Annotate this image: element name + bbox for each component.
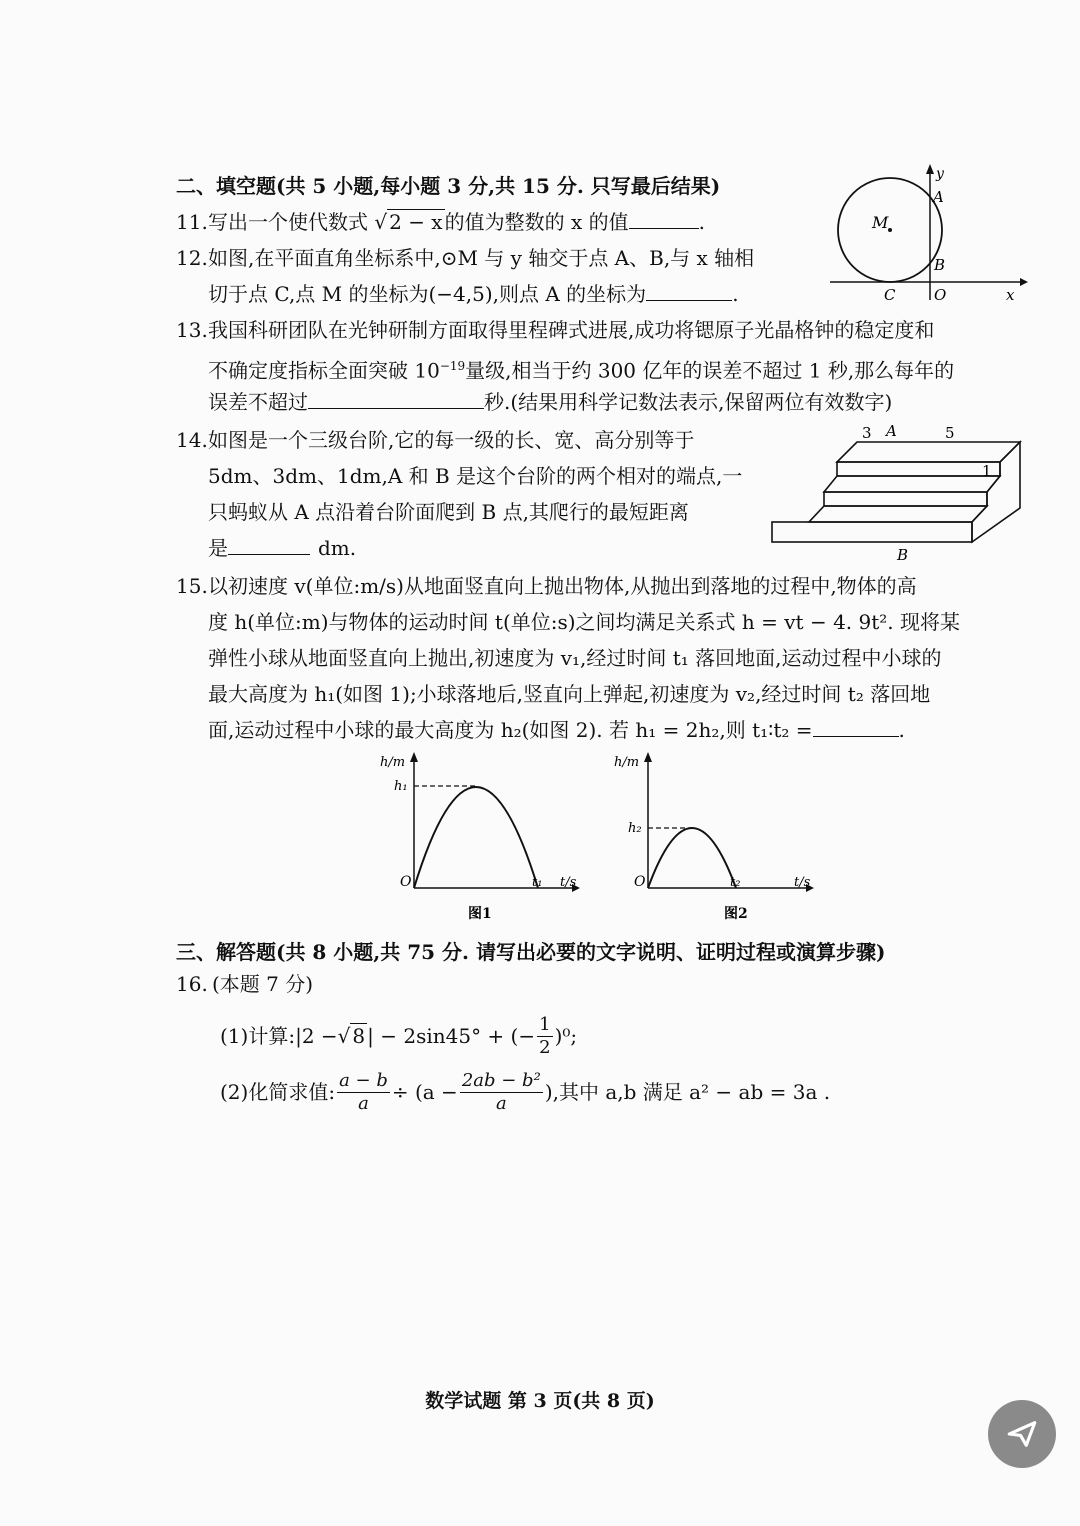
q11-text-post: 的值为整数的 x 的值: [444, 210, 629, 234]
question-16-score: (本题 7 分): [212, 972, 314, 996]
x-axis-arrow: [1020, 278, 1028, 286]
fraction-denominator: a: [358, 1092, 369, 1114]
question-12-line2: [208, 282, 739, 306]
graph1-end-label: t₁: [532, 875, 543, 890]
label-height-1: 1: [982, 462, 992, 480]
q11-radicand: 2 − x: [389, 210, 443, 234]
step-3-top: [837, 442, 1020, 462]
answer-blank: [813, 718, 899, 737]
graph2-xlabel: t/s: [794, 875, 811, 890]
q14-line4-post: dm.: [318, 536, 357, 560]
question-number: 13.: [176, 318, 208, 342]
label-c: C: [884, 286, 896, 304]
staircase-figure: [762, 420, 1032, 565]
label-o: O: [934, 286, 947, 304]
fraction-numerator: 2ab − b²: [461, 1069, 541, 1091]
step-3-front: [837, 462, 1000, 476]
question-13-line3: [208, 390, 892, 414]
center-point: [888, 228, 892, 232]
question-15-line2: 度 h(单位:m)与物体的运动时间 t(单位:s)之间均满足关系式 h = vt − 4. 9t². 现将某: [208, 610, 961, 634]
question-13-line2: [208, 354, 954, 383]
graph1-caption: 图1: [468, 906, 492, 922]
graph2-ylabel: h/m: [614, 755, 640, 770]
question-13-line1: 我国科研团队在光钟研制方面取得里程碑式进展,成功将锶原子光晶格钟的稳定度和: [208, 318, 935, 342]
question-14-line1: 如图是一个三级台阶,它的每一级的长、宽、高分别等于: [208, 428, 695, 452]
step-1-top: [809, 506, 987, 522]
part1-expr-a: |2 −: [295, 1024, 338, 1048]
label-b: B: [934, 256, 946, 274]
question-number: 11.: [176, 210, 208, 234]
step-2-front: [824, 492, 987, 506]
graph1-origin: O: [400, 874, 412, 890]
label-y: y: [936, 166, 944, 182]
q13-exponent: −19: [439, 359, 466, 373]
part1-label: (1)计算:: [220, 1024, 296, 1048]
q13-line3-pre: 误差不超过: [208, 390, 308, 414]
graph1-peak-label: h₁: [394, 779, 408, 794]
fraction: [337, 1070, 390, 1115]
q13-line2-pre: 不确定度指标全面突破 10: [208, 358, 440, 383]
height-time-graph-1: [376, 748, 586, 928]
label-length-5: 5: [945, 424, 955, 442]
question-14-line3: 只蚂蚁从 A 点沿着台阶面爬到 B 点,其爬行的最短距离: [208, 500, 689, 524]
step-1-front: [772, 522, 972, 542]
send-icon: [1005, 1417, 1039, 1451]
page-footer: 数学试题 第 3 页(共 8 页): [425, 1390, 655, 1412]
q14-line4-pre: 是: [208, 536, 228, 560]
circle-coordinate-figure: [820, 160, 1030, 310]
q12-end: .: [732, 282, 739, 306]
answer-blank: [308, 390, 484, 409]
graph2-curve: [648, 828, 736, 888]
question-15-line3: 弹性小球从地面竖直向上抛出,初速度为 v₁,经过时间 t₁ 落回地面,运动过程中小球的: [208, 646, 942, 670]
q15-line5-pre: 面,运动过程中小球的最大高度为 h₂(如图 2). 若 h₁ = 2h₂,则 t₁∶t₂ =: [208, 718, 813, 742]
q13-line2-post: 量级,相当于约 300 亿年的误差不超过 1 秒,那么每年的: [465, 358, 955, 383]
label-x: x: [1006, 286, 1015, 304]
part2-mid: ÷ (a −: [391, 1080, 458, 1104]
part2-end: ),其中 a,b 满足 a² − ab = 3a .: [544, 1080, 831, 1104]
fraction-numerator: 1: [539, 1013, 551, 1035]
question-15-line5: [208, 718, 905, 742]
question-number: 12.: [176, 246, 208, 270]
label-width-3: 3: [862, 424, 872, 442]
height-time-graph-2: [610, 748, 820, 928]
answer-blank: [646, 282, 732, 301]
graph2-end-label: t₂: [730, 875, 741, 890]
graph2-origin: O: [634, 874, 646, 890]
q15-end: .: [898, 718, 905, 742]
question-number: 14.: [176, 428, 208, 452]
graph1-xlabel: t/s: [560, 875, 577, 890]
y-axis-arrow: [926, 164, 934, 174]
label-a: A: [933, 188, 944, 206]
part1-radicand: 8: [352, 1024, 366, 1048]
question-15-line1: 以初速度 v(单位:m/s)从地面竖直向上抛出物体,从抛出到落地的过程中,物体的高: [208, 574, 917, 598]
fraction-denominator: 2: [539, 1036, 551, 1058]
step-2-top: [824, 476, 1000, 492]
question-number: 16.: [176, 972, 208, 996]
question-14-line2: 5dm、3dm、1dm,A 和 B 是这个台阶的两个相对的端点,一: [208, 464, 743, 488]
graph2-caption: 图2: [724, 906, 748, 922]
q12-line2-text: 切于点 C,点 M 的坐标为(−4,5),则点 A 的坐标为: [208, 282, 647, 306]
section-3-title: 三、解答题(共 8 小题,共 75 分. 请写出必要的文字说明、证明过程或演算步骤): [176, 940, 886, 964]
label-b: B: [897, 546, 909, 564]
part1-expr-c: )⁰;: [554, 1024, 578, 1048]
q11-text-pre: 写出一个使代数式: [208, 210, 368, 234]
q11-end: .: [698, 210, 705, 234]
question-11-text: [208, 210, 705, 234]
fraction-denominator: a: [495, 1092, 507, 1114]
question-14-line4: [208, 536, 356, 560]
part2-label: (2)化简求值:: [220, 1080, 336, 1104]
graph2-peak-label: h₂: [628, 821, 642, 836]
question-number: 15.: [176, 574, 208, 598]
staircase-drawing: [772, 442, 1020, 542]
question-15-line4: 最大高度为 h₁(如图 1);小球落地后,竖直向上弹起,初速度为 v₂,经过时间 t₂ 落回地: [208, 682, 931, 706]
question-12-line1: 如图,在平面直角坐标系中,⊙M 与 y 轴交于点 A、B,与 x 轴相: [208, 246, 755, 270]
answer-blank: [629, 210, 699, 229]
part1-expr-b: | − 2sin45° + (−: [367, 1024, 536, 1048]
sqrt-expression: √ 8: [337, 1024, 366, 1048]
sqrt-expression: √ 2 − x: [374, 210, 443, 234]
answer-blank: [228, 536, 310, 555]
graph1-h-arrow: [410, 752, 418, 762]
share-button[interactable]: [988, 1400, 1056, 1468]
q13-line3-post: 秒.(结果用科学记数法表示,保留两位有效数字): [484, 390, 893, 414]
section-2-title: 二、填空题(共 5 小题,每小题 3 分,共 15 分. 只写最后结果): [176, 174, 721, 198]
fraction: [460, 1070, 543, 1115]
fraction: [537, 1014, 552, 1059]
question-16-part2: [220, 1068, 830, 1116]
graph1-curve: [414, 787, 538, 888]
label-a: A: [886, 422, 897, 440]
label-m: M: [872, 213, 889, 232]
fraction-numerator: a − b: [339, 1069, 388, 1091]
question-16-part1: [220, 1014, 577, 1058]
graph1-ylabel: h/m: [380, 755, 406, 770]
graph2-h-arrow: [644, 752, 652, 762]
